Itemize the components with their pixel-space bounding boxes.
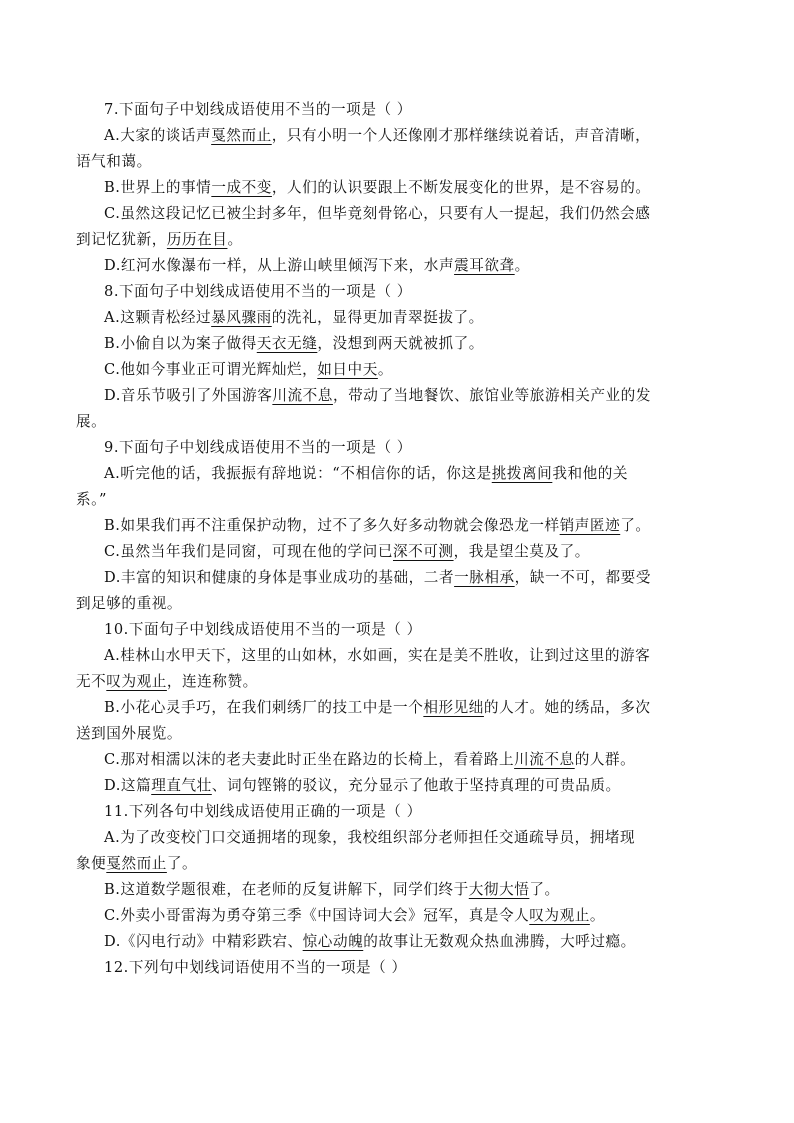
text-line-q9b — [104, 513, 651, 539]
text-line-q8d1 — [104, 383, 651, 409]
text-segment: B.世界上的事情 — [104, 179, 212, 196]
text-line-q9a1 — [104, 461, 628, 487]
text-line-q11c — [104, 903, 605, 929]
text-line-q7c2 — [76, 227, 243, 253]
text-segment: 12.下列句中划线词语使用不当的一项是（ ） — [104, 959, 407, 976]
text-segment: 系。” — [76, 491, 107, 508]
text-line-q9a2 — [76, 487, 107, 513]
text-segment: D.《闪电行动》中精彩跌宕、 — [104, 933, 303, 950]
underlined-idiom: 大彻大悟 — [468, 881, 530, 898]
text-segment: 了。 — [166, 855, 198, 872]
text-line-q9d1 — [104, 565, 651, 591]
text-segment: B.这道数学题很难，在老师的反复讲解下，同学们终于 — [104, 881, 469, 898]
underlined-idiom: 理直气壮 — [151, 777, 212, 794]
text-segment: C.外卖小哥雷海为勇夺第三季《中国诗词大会》冠军，真是令人 — [104, 907, 530, 924]
text-segment: 。 — [377, 361, 393, 378]
text-segment: 象便 — [76, 855, 107, 872]
text-segment: ，带动了当地餐饮、旅馆业等旅游相关产业的发 — [332, 387, 651, 404]
text-segment: C.虽然这段记忆已被尘封多年，但毕竟刻骨铭心，只要有人一提起，我们仍然会感 — [104, 205, 651, 222]
text-segment: 8.下面句子中划线成语使用不当的一项是（ ） — [104, 283, 412, 300]
underlined-idiom: 川流不息 — [514, 751, 575, 768]
text-segment: 了。 — [529, 881, 560, 898]
text-segment: A.桂林山水甲天下，这里的山如林，水如画，实在是美不胜收，让到过这里的游客 — [104, 647, 651, 664]
text-segment: 送到国外展览。 — [76, 725, 183, 742]
text-line-q11 — [104, 799, 422, 825]
text-line-q9 — [104, 435, 412, 461]
text-segment: ，只有小明一个人还像刚才那样继续说着话，声音清晰， — [271, 127, 651, 144]
text-line-q7 — [104, 97, 412, 123]
underlined-idiom: 深不可测 — [392, 543, 454, 560]
text-segment: 语气和蔼。 — [76, 153, 152, 170]
underlined-idiom: 惊心动魄 — [302, 933, 364, 950]
text-line-q9d2 — [76, 591, 182, 617]
text-segment: C.那对相濡以沫的老夫妻此时正坐在路边的长椅上，看着路上 — [104, 751, 515, 768]
text-line-q8a — [104, 305, 484, 331]
text-line-q12 — [104, 955, 407, 981]
text-segment: D.红河水像瀑布一样，从上游山峡里倾泻下来，水声 — [104, 257, 455, 274]
text-segment: D.音乐节吸引了外国游客 — [104, 387, 273, 404]
text-segment: A.大家的谈话声 — [104, 127, 212, 144]
text-segment: 。 — [514, 257, 530, 274]
underlined-idiom: 如日中天 — [317, 361, 378, 378]
text-line-q10a2 — [76, 669, 258, 695]
underlined-idiom: 相形见绌 — [423, 699, 484, 716]
text-line-q11d — [104, 929, 636, 955]
underlined-idiom: 历历在目 — [166, 231, 228, 248]
text-line-q8b — [104, 331, 484, 357]
text-segment: 。 — [227, 231, 243, 248]
underlined-idiom: 销声匿迹 — [559, 517, 621, 534]
text-segment: 我和他的关 — [552, 465, 629, 482]
text-segment: D.丰富的知识和健康的身体是事业成功的基础，二者 — [104, 569, 455, 586]
text-segment: 的人群。 — [574, 751, 636, 768]
text-segment: C.虽然当年我们是同窗，可现在他的学问已 — [104, 543, 393, 560]
text-line-q10b1 — [104, 695, 651, 721]
text-line-q7d — [104, 253, 530, 279]
underlined-idiom: 震耳欲聋 — [454, 257, 515, 274]
text-segment: 的故事让无数观众热血沸腾，大呼过瘾。 — [363, 933, 636, 950]
text-segment: ，缺一不可，都要受 — [514, 569, 651, 586]
text-segment: C.他如今事业正可谓光辉灿烂， — [104, 361, 318, 378]
text-line-q7c1 — [104, 201, 650, 227]
underlined-idiom: 暴风骤雨 — [211, 309, 272, 326]
text-line-q8d2 — [76, 409, 106, 435]
text-line-q11b — [104, 877, 560, 903]
text-line-q10 — [104, 617, 422, 643]
underlined-idiom: 天衣无缝 — [256, 335, 318, 352]
text-line-q7a1 — [104, 123, 650, 149]
text-segment: ，人们的认识要跟上不断发展变化的世界，是不容易的。 — [271, 179, 651, 196]
text-segment: B.小偷自以为案子做得 — [104, 335, 257, 352]
text-segment: A.听完他的话，我振振有辞地说：“不相信你的话，你这是 — [104, 465, 492, 482]
text-segment: ，我是望尘莫及了。 — [453, 543, 590, 560]
text-line-q10b2 — [76, 721, 182, 747]
text-segment: 9.下面句子中划线成语使用不当的一项是（ ） — [104, 439, 412, 456]
underlined-idiom: 挑拨离间 — [491, 465, 553, 482]
text-segment: B.如果我们再不注重保护动物，过不了多久好多动物就会像恐龙一样 — [104, 517, 560, 534]
underlined-idiom: 一成不变 — [211, 179, 272, 196]
text-line-q10c — [104, 747, 635, 773]
text-line-q7a2 — [76, 149, 152, 175]
text-segment: 7.下面句子中划线成语使用不当的一项是（ ） — [104, 101, 412, 118]
text-segment: A.这颗青松经过 — [104, 309, 212, 326]
text-line-q10d — [104, 773, 621, 799]
text-line-q10a1 — [104, 643, 650, 669]
underlined-idiom: 戛然而止 — [106, 855, 167, 872]
text-segment: 展。 — [76, 413, 107, 430]
text-segment: 无不 — [76, 673, 107, 690]
text-line-q9c — [104, 539, 590, 565]
underlined-idiom: 一脉相承 — [454, 569, 515, 586]
underlined-idiom: 川流不息 — [272, 387, 333, 404]
text-line-q11a2 — [76, 851, 197, 877]
text-line-q8 — [104, 279, 412, 305]
text-segment: 。 — [589, 907, 606, 924]
text-segment: 了。 — [620, 517, 651, 534]
text-segment: 10.下面句子中划线成语使用不当的一项是（ ） — [104, 621, 422, 638]
text-segment: 到记忆犹新， — [76, 231, 167, 248]
underlined-idiom: 叹为观止 — [529, 907, 590, 924]
text-segment: 11.下列各句中划线成语使用正确的一项是（ ） — [104, 803, 422, 820]
text-segment: D.这篇 — [104, 777, 152, 794]
text-segment: 的人才。她的绣品，多次 — [483, 699, 651, 716]
underlined-idiom: 戛然而止 — [211, 127, 272, 144]
text-segment: 的洗礼，显得更加青翠挺拔了。 — [271, 309, 484, 326]
underlined-idiom: 叹为观止 — [106, 673, 167, 690]
text-line-q7b — [104, 175, 651, 201]
text-segment: A.为了改变校门口交通拥堵的现象，我校组织部分老师担任交通疏导员，拥堵现 — [104, 829, 636, 846]
text-line-q11a1 — [104, 825, 635, 851]
text-segment: ，没想到两天就被抓了。 — [317, 335, 484, 352]
text-line-q8c — [104, 357, 393, 383]
text-segment: B.小花心灵手巧，在我们刺绣厂的技工中是一个 — [104, 699, 424, 716]
text-segment: ，连连称赞。 — [166, 673, 258, 690]
text-segment: 到足够的重视。 — [76, 595, 183, 612]
text-segment: 、词句铿锵的驳议，充分显示了他敢于坚持真理的可贵品质。 — [211, 777, 621, 794]
